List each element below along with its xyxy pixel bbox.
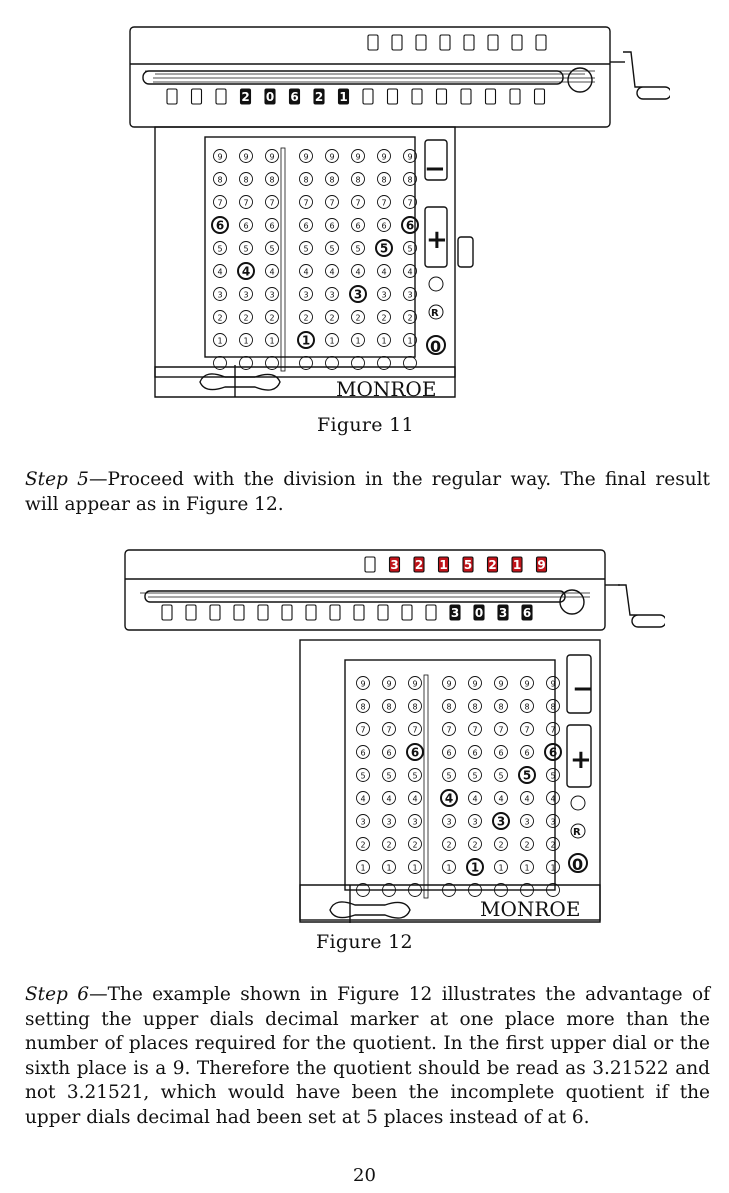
- keyboard-key-digit: 3: [550, 817, 556, 827]
- keyboard-key-digit: 8: [355, 175, 361, 185]
- keyboard-key-digit: 6: [386, 748, 392, 758]
- dial-window: [535, 89, 545, 104]
- keyboard-key-digit: 7: [407, 198, 413, 208]
- dial-window: [306, 605, 316, 620]
- decimal-divider: [424, 675, 428, 898]
- keyboard-key-digit: 6: [498, 748, 504, 758]
- keyboard-key-digit: 7: [524, 725, 530, 735]
- dial-window: [486, 89, 496, 104]
- dial-window: [186, 605, 196, 620]
- keyboard-key-digit: 3: [360, 817, 366, 827]
- keyboard-key-digit: 7: [446, 725, 452, 735]
- dial-window: [464, 35, 474, 50]
- dial-window: [392, 35, 402, 50]
- monroe-brand-logo: MONROE: [480, 897, 581, 921]
- dial-window: [440, 35, 450, 50]
- keyboard-key-digit: 2: [381, 313, 387, 323]
- keyboard-key-digit: 2: [303, 313, 309, 323]
- figure-12-calculator: [120, 545, 665, 930]
- keyboard-key-digit: 6: [329, 221, 335, 231]
- keyboard-key-digit: 6: [405, 218, 415, 233]
- keyboard-key-digit: 4: [444, 791, 454, 806]
- keyboard-key-digit: 8: [407, 175, 413, 185]
- dial-window: [167, 89, 177, 104]
- keyboard-key-digit: 9: [498, 679, 504, 689]
- keyboard-key-digit: 1: [329, 336, 335, 346]
- plus-key[interactable]: +: [426, 225, 448, 255]
- dial-window: [363, 89, 373, 104]
- keyboard-key-digit: 7: [243, 198, 249, 208]
- keyboard-key-digit: 3: [446, 817, 452, 827]
- keyboard-key-digit: 4: [550, 794, 556, 804]
- keyboard-key-digit: 6: [269, 221, 275, 231]
- keyboard-key-digit: 4: [269, 267, 275, 277]
- keyboard-key-digit: 9: [446, 679, 452, 689]
- keyboard-key-digit: 7: [217, 198, 223, 208]
- keyboard-key-digit: 4: [498, 794, 504, 804]
- keyboard-key-digit: 1: [407, 336, 413, 346]
- step-5-label: Step 5: [25, 469, 89, 490]
- keyboard-key-digit: 8: [524, 702, 530, 712]
- dial-window: [192, 89, 202, 104]
- keyboard-key-digit: 9: [217, 152, 223, 162]
- dial-window: [402, 605, 412, 620]
- step-6-label: Step 6: [25, 984, 90, 1005]
- keyboard-key-digit: 4: [407, 267, 413, 277]
- keyboard-key-digit: 3: [496, 814, 506, 829]
- keyboard-key-digit: 2: [407, 313, 413, 323]
- keyboard-key-digit: 5: [498, 771, 504, 781]
- keyboard-key-digit: 3: [386, 817, 392, 827]
- keyboard-key-digit: 3: [243, 290, 249, 300]
- dial-window: [234, 605, 244, 620]
- keyboard-key-digit: 1: [355, 336, 361, 346]
- keyboard-key-digit: 4: [360, 794, 366, 804]
- keyboard-key-digit: 4: [524, 794, 530, 804]
- keyboard-key-digit: 2: [360, 840, 366, 850]
- keyboard-key-digit: 6: [355, 221, 361, 231]
- keyboard-key-digit: 3: [303, 290, 309, 300]
- dial-window: [282, 605, 292, 620]
- lower-dials: [167, 89, 545, 104]
- keyboard-key-digit: 6: [243, 221, 249, 231]
- dial-window: [512, 35, 522, 50]
- keyboard-key-digit: 2: [446, 840, 452, 850]
- keyboard-key-digit: 6: [472, 748, 478, 758]
- keyboard-key-digit: 9: [412, 679, 418, 689]
- keyboard-key-digit: 2: [269, 313, 275, 323]
- dial-digit: 1: [439, 558, 448, 572]
- keyboard-key-digit: 5: [243, 244, 249, 254]
- keyboard-key-digit: 9: [407, 152, 413, 162]
- keyboard-key-digit: 1: [360, 863, 366, 873]
- step-5-paragraph: [25, 468, 710, 517]
- keyboard-key-digit: 6: [381, 221, 387, 231]
- dial-window: [416, 35, 426, 50]
- keyboard-key-digit: 1: [412, 863, 418, 873]
- keyboard-key-digit: 6: [524, 748, 530, 758]
- keyboard-key-digit: 9: [269, 152, 275, 162]
- keyboard-key-digit: 5: [446, 771, 452, 781]
- dial-digit: 1: [339, 90, 348, 104]
- keyboard-key-digit: 8: [446, 702, 452, 712]
- dial-window: [368, 35, 378, 50]
- keyboard-key-digit: 9: [472, 679, 478, 689]
- keyboard-key-digit: 4: [303, 267, 309, 277]
- keyboard-key-digit: 6: [446, 748, 452, 758]
- keyboard-key-digit: 7: [269, 198, 275, 208]
- plus-key[interactable]: +: [570, 745, 592, 775]
- dial-digit: 2: [241, 90, 250, 104]
- keyboard-key-digit: 9: [355, 152, 361, 162]
- keyboard-key-digit: 5: [303, 244, 309, 254]
- keyboard-key-digit: 3: [353, 287, 363, 302]
- keyboard-key-digit: 5: [386, 771, 392, 781]
- keyboard-key-digit: 7: [550, 725, 556, 735]
- dial-digit: 0: [265, 90, 275, 104]
- keyboard-key-digit: 9: [550, 679, 556, 689]
- dial-window: [216, 89, 226, 104]
- dial-digit: 6: [290, 90, 299, 104]
- upper-dials: [368, 35, 546, 50]
- keyboard-key-digit: 8: [303, 175, 309, 185]
- keyboard-key-digit: 3: [407, 290, 413, 300]
- keyboard-key-digit: 2: [472, 840, 478, 850]
- keyboard-key-digit: 5: [522, 768, 532, 783]
- keyboard-key-digit: 6: [215, 218, 225, 233]
- monroe-brand-logo: MONROE: [336, 377, 437, 401]
- keyboard-key-digit: 4: [241, 264, 251, 279]
- dial-window: [162, 605, 172, 620]
- dial-window: [510, 89, 520, 104]
- keyboard-key-digit: 2: [412, 840, 418, 850]
- keyboard-key-digit: 3: [217, 290, 223, 300]
- clear-key-label: 0: [572, 855, 584, 874]
- minus-key[interactable]: −: [424, 154, 446, 184]
- keyboard-key-digit: 4: [472, 794, 478, 804]
- keyboard-key-digit: 7: [355, 198, 361, 208]
- upper-dials: [365, 557, 547, 572]
- keyboard-key-digit: 2: [498, 840, 504, 850]
- keyboard-key-digit: 1: [498, 863, 504, 873]
- keyboard-key-digit: 5: [217, 244, 223, 254]
- keyboard-key-digit: 2: [329, 313, 335, 323]
- lower-dials: [162, 605, 532, 620]
- keyboard-key-digit: 7: [472, 725, 478, 735]
- keyboard-key-digit: 9: [243, 152, 249, 162]
- keyboard-key-digit: 4: [355, 267, 361, 277]
- keyboard-key-digit: 1: [301, 333, 311, 348]
- keyboard-key-digit: 5: [360, 771, 366, 781]
- keyboard-key-digit: 1: [524, 863, 530, 873]
- keyboard-key-digit: 8: [550, 702, 556, 712]
- keyboard-key-digit: 1: [470, 860, 480, 875]
- dial-window: [354, 605, 364, 620]
- keyboard-key-digit: 2: [524, 840, 530, 850]
- keyboard-key-digit: 3: [412, 817, 418, 827]
- keyboard-key-digit: 8: [217, 175, 223, 185]
- keyboard-key-digit: 6: [410, 745, 420, 760]
- dial-digit: 9: [537, 558, 546, 572]
- keyboard-key-digit: 7: [303, 198, 309, 208]
- dial-window: [488, 35, 498, 50]
- keyboard-key-digit: 1: [550, 863, 556, 873]
- dial-window: [461, 89, 471, 104]
- key-circle-icon: [571, 796, 585, 810]
- dial-window: [378, 605, 388, 620]
- keyboard-key-digit: 1: [381, 336, 387, 346]
- keyboard-key-digit: 3: [524, 817, 530, 827]
- keyboard-key-digit: 2: [243, 313, 249, 323]
- step-5-text: —Proceed with the division in the regular way. The final result will appear as in Figure 12.: [25, 469, 710, 515]
- keyboard-key-digit: 9: [329, 152, 335, 162]
- keyboard-key-digit: 5: [412, 771, 418, 781]
- repeat-key-label: R: [431, 308, 439, 319]
- step-6-paragraph: [25, 983, 710, 1131]
- keyboard-key-digit: 5: [407, 244, 413, 254]
- page-number: 20: [353, 1165, 376, 1186]
- dial-digit: 1: [512, 558, 522, 572]
- keyboard-key-digit: 7: [412, 725, 418, 735]
- keyboard-key-digit: 6: [548, 745, 558, 760]
- keyboard-key-digit: 8: [386, 702, 392, 712]
- keyboard-key-digit: 8: [412, 702, 418, 712]
- keyboard-key-digit: 2: [355, 313, 361, 323]
- keyboard-key-digit: 5: [472, 771, 478, 781]
- keyboard-key-digit: 9: [303, 152, 309, 162]
- keyboard-key-digit: 1: [386, 863, 392, 873]
- decimal-divider: [281, 148, 285, 371]
- step-6-text: —The example shown in Figure 12 illustrates the advantage of setting the upper dials decimal marker at one place more than the number of places required for the quotient. In the first upper dial or the sixth place is a 9. Therefore the quotient should be read as 3.21522 and not 3.21521, which would have been the incomplete quotient if the upper dials decimal had been set at 5 places instead of at 6.: [25, 984, 710, 1128]
- keyboard-key-digit: 8: [269, 175, 275, 185]
- keyboard-key-digit: 8: [498, 702, 504, 712]
- keyboard-key-digit: 8: [472, 702, 478, 712]
- dial-digit: 0: [474, 606, 484, 620]
- dial-digit: 3: [450, 606, 460, 620]
- keyboard-key-digit: 6: [360, 748, 366, 758]
- keyboard-key-digit: 8: [360, 702, 366, 712]
- dial-window: [536, 35, 546, 50]
- keyboard-key-digit: 4: [412, 794, 418, 804]
- dial-digit: 2: [314, 90, 324, 104]
- keyboard-key-digit: 7: [329, 198, 335, 208]
- keyboard-key-digit: 9: [386, 679, 392, 689]
- dial-window: [330, 605, 340, 620]
- keyboard-key-digit: 4: [386, 794, 392, 804]
- keyboard-key-digit: 3: [329, 290, 335, 300]
- minus-key[interactable]: −: [572, 674, 594, 704]
- keyboard-key-digit: 3: [472, 817, 478, 827]
- keyboard-key-digit: 5: [355, 244, 361, 254]
- keyboard-key-digit: 3: [269, 290, 275, 300]
- keyboard: [357, 675, 562, 898]
- keyboard-key-digit: 2: [550, 840, 556, 850]
- figure-12-caption: Figure 12: [316, 931, 413, 953]
- keyboard-key-digit: 9: [524, 679, 530, 689]
- keyboard-key-digit: 8: [243, 175, 249, 185]
- repeat-key-label: R: [573, 827, 581, 838]
- keyboard-key-digit: 9: [360, 679, 366, 689]
- keyboard-key-digit: 4: [381, 267, 387, 277]
- keyboard-key-digit: 7: [386, 725, 392, 735]
- keyboard-key-digit: 8: [381, 175, 387, 185]
- dial-digit: 2: [488, 558, 497, 572]
- keyboard-key-digit: 8: [329, 175, 335, 185]
- keyboard-key-digit: 4: [217, 267, 223, 277]
- key-circle-icon: [429, 277, 443, 291]
- keyboard: [212, 148, 418, 371]
- dial-digit: 6: [522, 606, 532, 620]
- clear-key-label: 0: [430, 337, 442, 356]
- keyboard-key-digit: 9: [381, 152, 387, 162]
- keyboard-key-digit: 2: [217, 313, 223, 323]
- dial-window: [388, 89, 398, 104]
- keyboard-key-digit: 1: [243, 336, 249, 346]
- keyboard-key-digit: 1: [269, 336, 275, 346]
- dial-window: [210, 605, 220, 620]
- dial-digit: 2: [414, 558, 424, 572]
- dial-window: [365, 557, 375, 572]
- keyboard-key-digit: 7: [360, 725, 366, 735]
- figure-11-caption: Figure 11: [317, 414, 414, 436]
- dial-digit: 5: [463, 558, 473, 572]
- keyboard-key-digit: 6: [303, 221, 309, 231]
- keyboard-key-digit: 2: [386, 840, 392, 850]
- keyboard-key-digit: 4: [329, 267, 335, 277]
- dial-window: [437, 89, 447, 104]
- dial-window: [258, 605, 268, 620]
- keyboard-key-digit: 7: [381, 198, 387, 208]
- keyboard-key-digit: 1: [446, 863, 452, 873]
- dial-digit: 3: [498, 606, 508, 620]
- keyboard-key-digit: 3: [381, 290, 387, 300]
- dial-window: [426, 605, 436, 620]
- keyboard-key-digit: 5: [550, 771, 556, 781]
- keyboard-key-digit: 1: [217, 336, 223, 346]
- keyboard-key-digit: 5: [269, 244, 275, 254]
- keyboard-key-digit: 5: [329, 244, 335, 254]
- keyboard-key-digit: 5: [379, 241, 389, 256]
- dial-digit: 3: [390, 558, 399, 572]
- keyboard-key-digit: 7: [498, 725, 504, 735]
- figure-11-calculator: [125, 22, 670, 407]
- dial-window: [412, 89, 422, 104]
